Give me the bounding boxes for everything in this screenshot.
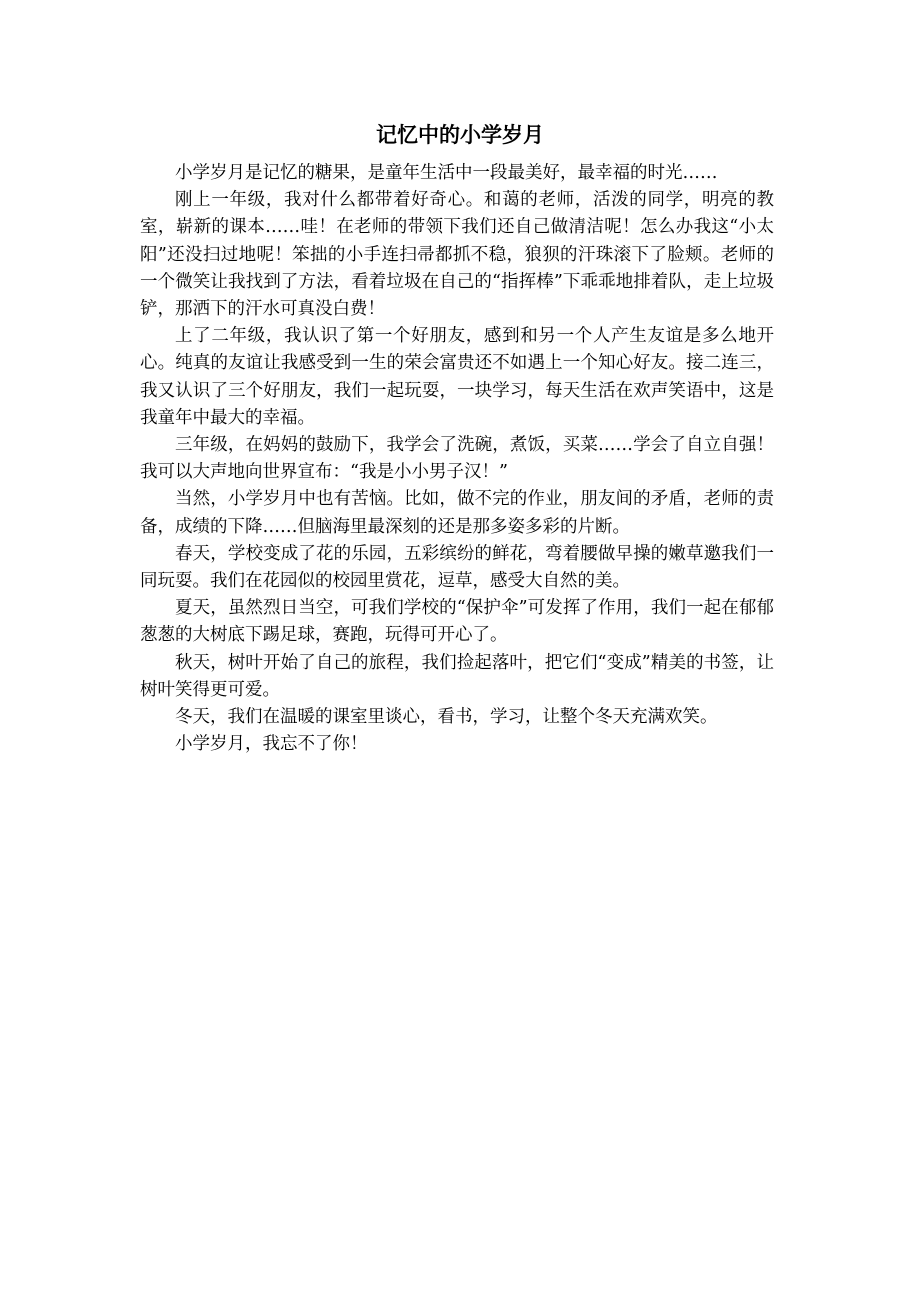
paragraph-5: 当然，小学岁月中也有苦恼。比如，做不完的作业，朋友间的矛盾，老师的责备，成绩的下降……但脑海里最深刻的还是那多姿多彩的片断。: [140, 489, 774, 537]
document-body: [140, 160, 774, 758]
paragraph-7: 夏天，虽然烈日当空，可我们学校的“保护伞”可发挥了作用，我们一起在郁郁葱葱的大树底下踢足球，赛跑，玩得可开心了。: [140, 598, 774, 646]
paragraph-1: 小学岁月是记忆的糖果，是童年生活中一段最美好，最幸福的时光……: [175, 163, 718, 183]
document-title: 记忆中的小学岁月: [376, 123, 544, 147]
paragraph-10: 小学岁月，我忘不了你！: [175, 734, 368, 755]
paragraph-4: 三年级，在妈妈的鼓励下，我学会了洗碗，煮饭，买菜……学会了自立自强！我可以大声地向世界宣布：“我是小小男子汉！”: [140, 435, 774, 483]
paragraph-8: 秋天，树叶开始了自己的旅程，我们捡起落叶，把它们“变成”精美的书签，让树叶笑得更可爱。: [140, 652, 774, 700]
paragraph-3: 上了二年级，我认识了第一个好朋友，感到和另一个人产生友谊是多么地开心。纯真的友谊让我感受到一生的荣会富贵还不如遇上一个知心好友。接二连三，我又认识了三个好朋友，我们一起玩耍，一块学习，每天生活在欢声笑语中，这是我童年中最大的幸福。: [140, 326, 774, 428]
paragraph-6: 春天，学校变成了花的乐园，五彩缤纷的鲜花，弯着腰做早操的嫩草邀我们一同玩耍。我们在花园似的校园里赏花，逗草，感受大自然的美。: [140, 543, 774, 592]
paragraph-9: 冬天，我们在温暖的课室里谈心，看书，学习，让整个冬天充满欢笑。: [175, 707, 718, 728]
paragraph-2: 刚上一年级，我对什么都带着好奇心。和蔼的老师，活泼的同学，明亮的教室，崭新的课本……哇！在老师的带领下我们还自己做清洁呢！怎么办我这“小太阳”还没扫过地呢！笨拙的小手连扫帚都抓不稳，狼狈的汗珠滚下了脸颊。老师的一个微笑让我找到了方法，看着垃圾在自己的“指挥棒”下乖乖地排着队，走上垃圾铲，那洒下的汗水可真没白费！: [140, 190, 774, 320]
